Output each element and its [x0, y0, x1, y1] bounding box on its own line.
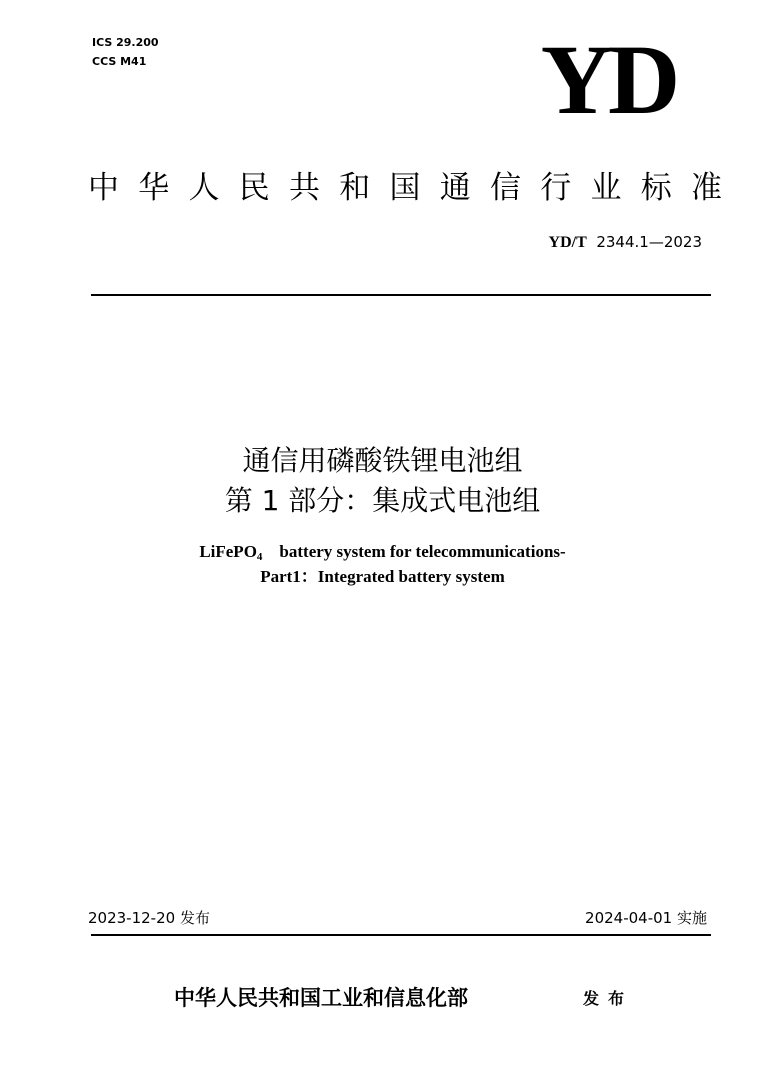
standard-code-prefix: YD/T: [548, 234, 587, 251]
standard-code: [549, 232, 702, 253]
standard-type-char: 行: [540, 170, 572, 206]
standard-type-char: 和: [339, 170, 371, 206]
standard-type-char: 国: [389, 170, 421, 206]
english-title-formula-subscript: 4: [256, 551, 263, 563]
english-title-line-2: Part1：Integrated battery system: [260, 567, 505, 586]
english-title-formula: LiFePO: [199, 542, 257, 561]
chinese-title-line-1: 通信用磷酸铁锂电池组: [242, 444, 523, 477]
standard-type-char: 标: [640, 170, 672, 206]
standard-type-char: 信: [490, 170, 521, 206]
header-divider: [91, 294, 711, 296]
standard-type-heading: [88, 168, 722, 208]
footer-divider: [91, 934, 711, 936]
standard-type-char: 共: [289, 170, 320, 206]
standard-type-char: 华: [138, 170, 170, 206]
standard-code-number: 2344.1—2023: [596, 233, 702, 251]
ics-code: ICS 29.200: [92, 36, 159, 49]
english-title-line-1: [0, 541, 765, 568]
standard-type-char: 通: [439, 170, 471, 206]
standard-type-char: 民: [238, 170, 270, 206]
publisher-name: 中华人民共和国工业和信息化部: [174, 985, 468, 1010]
ccs-code: CCS M41: [92, 55, 147, 68]
english-title-text: battery system for telecommunications-: [279, 542, 566, 561]
chinese-title-line-2: 第 1 部分：集成式电池组: [224, 484, 541, 517]
standard-type-char: 准: [691, 170, 722, 206]
issue-date: 2023-12-20 发布: [88, 909, 210, 927]
standard-type-char: 人: [188, 170, 220, 206]
standard-type-char: 中: [88, 170, 119, 206]
implementation-date: 2024-04-01 实施: [585, 909, 707, 927]
yd-logo: YD: [540, 24, 676, 135]
standard-type-char: 业: [590, 170, 622, 206]
publish-label: 发布: [583, 989, 634, 1008]
